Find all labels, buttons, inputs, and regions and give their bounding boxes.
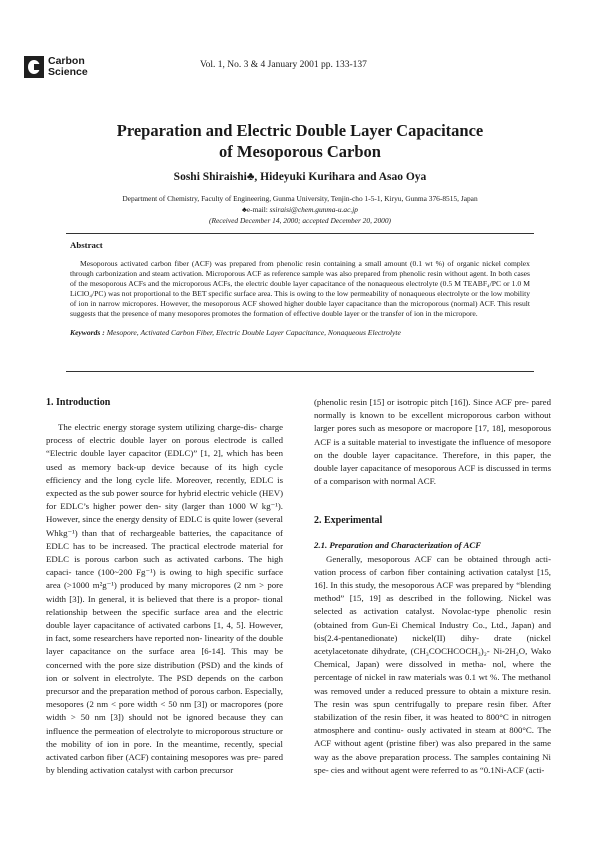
text-line: (>1000 m²g⁻¹) produced by many micropores (2 nm > pore bbox=[63, 580, 283, 591]
text-line: influence of mesopore on the double layer capacitance. bbox=[314, 436, 552, 460]
logo-text bbox=[48, 56, 88, 78]
text-line: nol, where the percentage of nickel in raw materials was 0.1 bbox=[314, 659, 551, 683]
text-line: [3]) should not be ignored because they can influence the bbox=[46, 712, 283, 736]
text-line: Therefore, in this paper, the double layer capacitance of bbox=[314, 449, 551, 474]
email-address: ssiraisi@chem.gunma-u.ac.jp bbox=[269, 205, 358, 214]
text-line: called “Electric double layer capacitor (EDLC)” [1, 2], bbox=[46, 435, 283, 459]
text-line: Nickel was selected as activation catalyst. Novolac-type bbox=[314, 593, 551, 617]
text-line: tional relationship between the specific surface area and the bbox=[46, 593, 283, 617]
abstract-line: This result suggests that the presence of many mesopores promotes the formation of effective double layer or the transfer of bbox=[70, 299, 530, 319]
authors: Soshi Shiraishi♣, Hideyuki Kurihara and Asao Oya bbox=[173, 171, 427, 183]
experimental-paragraph bbox=[314, 553, 551, 777]
text-line: Ni-2H₂O, Wako Chemical, Japan) were dissolved in metha- bbox=[314, 646, 551, 670]
keywords-label: Keywords : bbox=[70, 327, 105, 337]
email-line bbox=[0, 204, 600, 215]
introduction-paragraph bbox=[46, 421, 283, 777]
text-line: cies and without agent were referred to as “0.1Ni-ACF (acti- bbox=[330, 764, 545, 775]
text-line: porous carbon such as activated carbons. The high capaci- bbox=[46, 554, 283, 578]
carbon-science-logo-icon bbox=[24, 56, 44, 78]
text-line: mobility of ion in pore. In the meantime, recently, special bbox=[61, 738, 284, 749]
logo-line-2: Science bbox=[48, 66, 88, 78]
text-line: density of EDLC is quite lower (several Whkg⁻¹) than that of bbox=[46, 514, 283, 538]
text-line: [6-14]. This may be concerned with the pore size distribution bbox=[46, 646, 283, 670]
text-line: “blending method” [15, 19] as described in the following. bbox=[314, 580, 551, 604]
text-line: width [3]). In general, it is believed that there is a propor- bbox=[46, 593, 260, 604]
text-line: 5]. However, in fact, some researchers have reported non- bbox=[46, 620, 283, 644]
text-line: to obtain a mixture resin. The resin was spun centrifugally to bbox=[314, 685, 551, 709]
text-line: normal ACF. bbox=[390, 476, 436, 487]
text-line: was heated to 800°C in nitrogen atmosphere and continu- bbox=[314, 712, 552, 736]
section-heading-experimental: 2. Experimental bbox=[314, 515, 383, 527]
left-column bbox=[46, 396, 283, 777]
introduction-continued-paragraph bbox=[314, 396, 551, 488]
text-line: phenolic resin (obtained from Gun-Ei Chemical Industry bbox=[314, 606, 552, 630]
text-line: sity (larger than 1000 W kg⁻¹). However, since the energy bbox=[46, 501, 284, 525]
text-line: prepare resin fiber. After stabilization of the resin fiber, it bbox=[314, 698, 551, 723]
keywords-list: Mesopore, Activated Carbon Fiber, Electric Double Layer Capacitance, Nonaqueous Electrolyte bbox=[104, 327, 401, 337]
text-line: pared by blending activation catalyst with carbon precursor bbox=[46, 752, 283, 776]
text-line: electric double layer capacitance of activated carbons [1, 4, bbox=[46, 606, 283, 631]
abstract-line: micropores. However, the mesoporous ACF showed higher double layer capacitance than the microporous (normal) ACF. bbox=[122, 299, 496, 309]
text-line: tance (100~200 Fg⁻¹) is owing to high specific surface area bbox=[46, 567, 283, 591]
journal-logo bbox=[24, 56, 88, 78]
text-line: vation process of carbon fiber containing activation catalyst bbox=[314, 566, 534, 577]
text-line: permeation of electrolyte to microporous structure or the bbox=[46, 725, 283, 749]
text-line: pore width < 50 nm [3]) or macropores (pore width > 50 nm bbox=[46, 699, 283, 723]
text-line: 18], mesoporous ACF is a suitable material to investigate the bbox=[314, 423, 552, 447]
text-line: hybrid electric vehicle (HEV) for EDLC’s higher power den- bbox=[46, 488, 284, 512]
affiliation-block bbox=[0, 193, 600, 226]
paper-title bbox=[0, 120, 600, 162]
section-heading-introduction: 1. Introduction bbox=[46, 397, 111, 408]
text-line: rechargeable batteries, the capacitance of EDLC has to be bbox=[46, 527, 283, 551]
abstract-line: from phenolic resin without agent. In both cases of the mesoporous ACFs and the microporous ACFs, the electric double bbox=[70, 269, 531, 289]
text-line: without larger pores such as mesopore or macropore [17, bbox=[314, 410, 551, 434]
text-line: The electric energy storage system utilizing charge-dis- bbox=[58, 422, 257, 432]
text-line: mesoporous ACF is discussed in terms of a comparison with bbox=[314, 463, 551, 487]
text-line: drate (nickel acetylacetonate dihydrate, (CH₃COCHCOCH₃)₂- bbox=[314, 632, 551, 657]
text-line: its high cycle efficiency and the long cycle life. Moreover, bbox=[46, 461, 283, 485]
abstract-line: organic nickel complex through carbonization and steam activation. Microporous ACF as reference sample was also prepared bbox=[70, 259, 530, 279]
journal-info: Vol. 1, No. 3 & 4 January 2001 pp. 133-137 bbox=[200, 60, 367, 70]
abstract-line: ion in the micropore. bbox=[414, 309, 478, 319]
text-line: (pristine fiber) was also prepared in the same way as the bbox=[314, 738, 552, 762]
text-line: method of porous carbon. Especially, mesopores (2 nm < bbox=[46, 686, 283, 710]
subsection-heading-preparation: 2.1. Preparation and Characterization of ACF bbox=[314, 540, 482, 551]
text-line: wt %. The methanol was removed under a reduced pressure bbox=[314, 672, 551, 696]
keywords bbox=[70, 328, 530, 337]
text-line: [15, 16]. In this study, the mesoporous ACF was prepared by bbox=[314, 566, 551, 591]
abstract-line: specific surface area. This is owing to the low permeability of nonaqueous electrolyte or the low mobility of ion in narrow bbox=[70, 289, 530, 309]
text-line: which has been used as memory back-up device because of bbox=[46, 448, 283, 472]
text-line: increased. The practical electrode material for EDLC is bbox=[46, 540, 284, 565]
abstract-line: Mesoporous activated carbon fiber (ACF) was prepared from phenolic resin containing a small amount (0.1 wt %) of bbox=[80, 259, 454, 268]
text-line: activated carbon fiber (ACF) containing mesopores was pre- bbox=[46, 752, 261, 763]
right-column bbox=[314, 396, 551, 777]
text-line: Co., Ltd., Japan) and bis(2.4-pentanedionate) nickel(II) dihy- bbox=[314, 619, 552, 643]
text-line: above preparation process. The samples containing Ni spe- bbox=[314, 751, 551, 775]
logo-line-1: Carbon bbox=[48, 55, 85, 67]
text-line: (PSD) and the kinds of ion or solvent in electrolyte. The bbox=[46, 659, 283, 683]
text-line: ously activated in steam at 800°C. The ACF without agent bbox=[314, 725, 551, 749]
received-dates: (Received December 14, 2000; accepted December 20, 2000) bbox=[208, 216, 392, 225]
text-line: recently, EDLC is expected as the sub power source for bbox=[46, 474, 283, 499]
title-line-1: Preparation and Electric Double Layer Capacitance bbox=[116, 121, 484, 140]
text-line: PSD depends on the carbon precursor and the preparation bbox=[46, 672, 284, 697]
text-line: (phenolic resin [15] or isotropic pitch [16]). Since ACF pre- bbox=[314, 397, 529, 407]
title-line-2: of Mesoporous Carbon bbox=[219, 142, 381, 161]
text-line: Generally, mesoporous ACF can be obtained through acti- bbox=[326, 553, 551, 564]
affiliation: Department of Chemistry, Faculty of Engineering, Gunma University, Tenjin-cho 1-5-1, Kiryu, Gunma 376-8515, Japan bbox=[122, 194, 478, 203]
email-prefix: ♣e-mail: bbox=[242, 205, 270, 214]
text-line: linearity of the double layer capacitance on the surface area bbox=[46, 633, 283, 657]
text-line: pared normally is known to be excellent microporous carbon bbox=[314, 397, 551, 421]
text-line: charge process of electric double layer on porous electrode is bbox=[46, 422, 284, 446]
abstract-box bbox=[66, 233, 534, 372]
abstract-text bbox=[70, 259, 530, 320]
abstract-heading: Abstract bbox=[70, 240, 103, 250]
abstract-line: layer capacitance of the nonaqueous electrolyte (0.5 M TEABF₄/PC or 1.0 M LiClO₄/PC) was not proportional to the BET bbox=[70, 279, 530, 299]
